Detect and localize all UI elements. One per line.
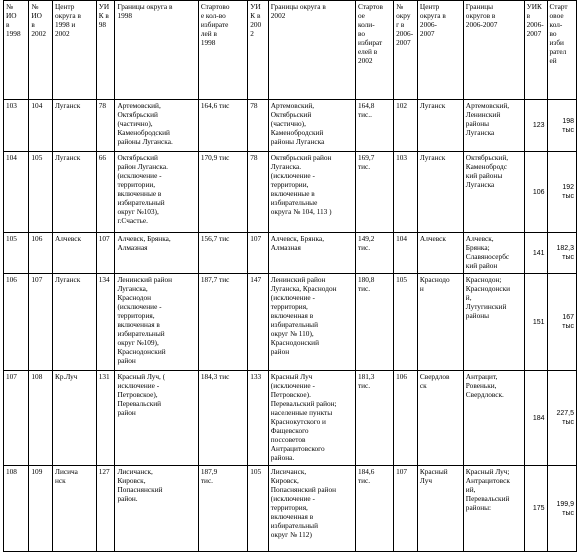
cell-uik-2002: 107 bbox=[248, 233, 269, 274]
cell-voters-1998: 156,7 тис bbox=[198, 233, 247, 274]
cell-district-2006: 104 bbox=[394, 233, 418, 274]
cell-center-2006: Свердлов ск bbox=[417, 371, 463, 466]
cell-io-1998: 107 bbox=[4, 371, 29, 466]
cell-voters-2002: 169,7 тис. bbox=[355, 152, 393, 233]
cell-voters-2002: 164,8 тис.. bbox=[355, 100, 393, 152]
cell-io-1998: 108 bbox=[4, 466, 29, 552]
cell-voters-2002: 180,8 тис. bbox=[355, 274, 393, 371]
cell-io-2002: 105 bbox=[29, 152, 53, 233]
cell-uik-98: 127 bbox=[96, 466, 115, 552]
cell-uik-2002: 78 bbox=[248, 152, 269, 233]
cell-uik-2006: 141 bbox=[524, 233, 547, 274]
cell-bounds-1998: Алчевск, Брянка, Алмазная bbox=[115, 233, 198, 274]
cell-center-2006: Луганск bbox=[417, 152, 463, 233]
table-row bbox=[4, 152, 577, 233]
cell-bounds-2006: Антрацит, Ровеньки, Свердловск. bbox=[463, 371, 524, 466]
header-bounds-2006: Границы округов в 2006-2007 bbox=[463, 1, 524, 100]
header-uik-2002: УИ К в 200 2 bbox=[248, 1, 269, 100]
cell-io-1998: 105 bbox=[4, 233, 29, 274]
cell-bounds-2006: Красный Луч; Антрацитовск ий, Перевальский районы: bbox=[463, 466, 524, 552]
table-row bbox=[4, 466, 577, 552]
cell-voters-2006: 198 тыс bbox=[547, 100, 576, 152]
cell-bounds-2002: Артемовский, Октябрьский (частично), Каменобродский районы Луганска bbox=[268, 100, 355, 152]
cell-center-2006: Луганск bbox=[417, 100, 463, 152]
cell-uik-2006: 175 bbox=[524, 466, 547, 552]
header-center: Центр округа в 1998 и 2002 bbox=[53, 1, 97, 100]
cell-io-2002: 109 bbox=[29, 466, 53, 552]
cell-district-2006: 106 bbox=[394, 371, 418, 466]
header-district-2006: № окру г в 2006- 2007 bbox=[394, 1, 418, 100]
cell-io-1998: 103 bbox=[4, 100, 29, 152]
cell-center: Луганск bbox=[53, 274, 97, 371]
header-bounds-2002: Границы округа в 2002 bbox=[268, 1, 355, 100]
cell-district-2006: 107 bbox=[394, 466, 418, 552]
cell-uik-2006: 123 bbox=[524, 100, 547, 152]
cell-bounds-1998: Октябрьский район Луганска. (исключение - территории, включенные в избирательный округ №103), г.Счастье. bbox=[115, 152, 198, 233]
cell-bounds-1998: Ленинский район Луганска, Краснодон (исключение - территория, включенная в избирательный округ №109), Краснодонский район bbox=[115, 274, 198, 371]
cell-uik-2006: 151 bbox=[524, 274, 547, 371]
cell-center: Луганск bbox=[53, 152, 97, 233]
cell-bounds-2002: Октябрьский район Луганска. (исключение - территории, включенные в избирательные округа № 104, 113 ) bbox=[268, 152, 355, 233]
header-io-2002: № ИО в 2002 bbox=[29, 1, 53, 100]
cell-bounds-1998: Красный Луч, ( исключение - Петровское), Перевальский район bbox=[115, 371, 198, 466]
cell-voters-2006: 227,5 тыс bbox=[547, 371, 576, 466]
cell-bounds-2002: Лисичанск, Кировск, Попаснянский район (исключение - территория, включенная в избирательный округ № 112) bbox=[268, 466, 355, 552]
cell-center-2006: Красный Луч bbox=[417, 466, 463, 552]
cell-voters-1998: 164,6 тис bbox=[198, 100, 247, 152]
cell-center: Луганск bbox=[53, 100, 97, 152]
cell-bounds-1998: Артемовский, Октябрьский (частично), Каменобродский районы Луганска. bbox=[115, 100, 198, 152]
cell-voters-1998: 187,7 тис bbox=[198, 274, 247, 371]
cell-voters-2002: 181,3 тис. bbox=[355, 371, 393, 466]
cell-io-2002: 106 bbox=[29, 233, 53, 274]
cell-voters-1998: 170,9 тис bbox=[198, 152, 247, 233]
cell-uik-98: 134 bbox=[96, 274, 115, 371]
cell-voters-2006: 167 тыс bbox=[547, 274, 576, 371]
cell-center-2006: Краснодо н bbox=[417, 274, 463, 371]
districts-table bbox=[3, 0, 577, 552]
cell-district-2006: 103 bbox=[394, 152, 418, 233]
table-row bbox=[4, 274, 577, 371]
cell-uik-98: 66 bbox=[96, 152, 115, 233]
cell-bounds-2002: Ленинский район Луганска, Краснодон (исключение - территория, включенная в избирательный округ № 110), Краснодонский район bbox=[268, 274, 355, 371]
cell-uik-2002: 105 bbox=[248, 466, 269, 552]
cell-bounds-1998: Лисичанск, Кировск, Попаснянский район. bbox=[115, 466, 198, 552]
cell-uik-98: 131 bbox=[96, 371, 115, 466]
cell-io-2002: 108 bbox=[29, 371, 53, 466]
header-center-2006: Центр округа в 2006- 2007 bbox=[417, 1, 463, 100]
cell-center: Алчевск bbox=[53, 233, 97, 274]
cell-voters-2006: 182,3 тыс bbox=[547, 233, 576, 274]
table-row bbox=[4, 371, 577, 466]
header-bounds-1998: Границы округа в 1998 bbox=[115, 1, 198, 100]
cell-io-2002: 107 bbox=[29, 274, 53, 371]
cell-uik-2006: 184 bbox=[524, 371, 547, 466]
cell-voters-2002: 149,2 тис. bbox=[355, 233, 393, 274]
table-row bbox=[4, 233, 577, 274]
cell-io-1998: 104 bbox=[4, 152, 29, 233]
cell-uik-2002: 147 bbox=[248, 274, 269, 371]
cell-center: Кр.Луч bbox=[53, 371, 97, 466]
cell-io-2002: 104 bbox=[29, 100, 53, 152]
cell-center-2006: Алчевск bbox=[417, 233, 463, 274]
cell-voters-2002: 184,6 тис. bbox=[355, 466, 393, 552]
header-voters-2002: Стартов ое коли- во избират елей в 2002 bbox=[355, 1, 393, 100]
header-uik-2006: УИК в 2006- 2007 bbox=[524, 1, 547, 100]
cell-uik-2002: 133 bbox=[248, 371, 269, 466]
header-uik-98: УИ К в 98 bbox=[96, 1, 115, 100]
cell-voters-1998: 187,9 тис. bbox=[198, 466, 247, 552]
header-row bbox=[4, 1, 577, 100]
table-row bbox=[4, 100, 577, 152]
cell-bounds-2006: Октябрьский, Каменобродс кий районы Луганска bbox=[463, 152, 524, 233]
header-voters-1998: Стартово е кол-во избирате лей в 1998 bbox=[198, 1, 247, 100]
cell-voters-2006: 192 тыс bbox=[547, 152, 576, 233]
cell-uik-2006: 106 bbox=[524, 152, 547, 233]
cell-uik-98: 78 bbox=[96, 100, 115, 152]
cell-bounds-2006: Алчевск, Брянка; Славяносербс кий район bbox=[463, 233, 524, 274]
cell-uik-98: 107 bbox=[96, 233, 115, 274]
cell-district-2006: 105 bbox=[394, 274, 418, 371]
header-io-1998: № ИО в 1998 bbox=[4, 1, 29, 100]
header-voters-2006: Старт овое кол- во изби рател ей bbox=[547, 1, 576, 100]
cell-bounds-2002: Алчевск, Брянка, Алмазная bbox=[268, 233, 355, 274]
cell-bounds-2002: Красный Луч (исключение - Петровское). Перевальский район; населенные пункты Краснокутского и Фащевского поссоветов Антрацитовского района. bbox=[268, 371, 355, 466]
cell-center: Лисича нск bbox=[53, 466, 97, 552]
cell-bounds-2006: Краснодон; Краснодонски й, Лутугинский районы bbox=[463, 274, 524, 371]
cell-io-1998: 106 bbox=[4, 274, 29, 371]
cell-bounds-2006: Артемовский, Ленинский районы Луганска bbox=[463, 100, 524, 152]
cell-uik-2002: 78 bbox=[248, 100, 269, 152]
cell-district-2006: 102 bbox=[394, 100, 418, 152]
cell-voters-1998: 184,3 тис bbox=[198, 371, 247, 466]
cell-voters-2006: 199,9 тыс bbox=[547, 466, 576, 552]
